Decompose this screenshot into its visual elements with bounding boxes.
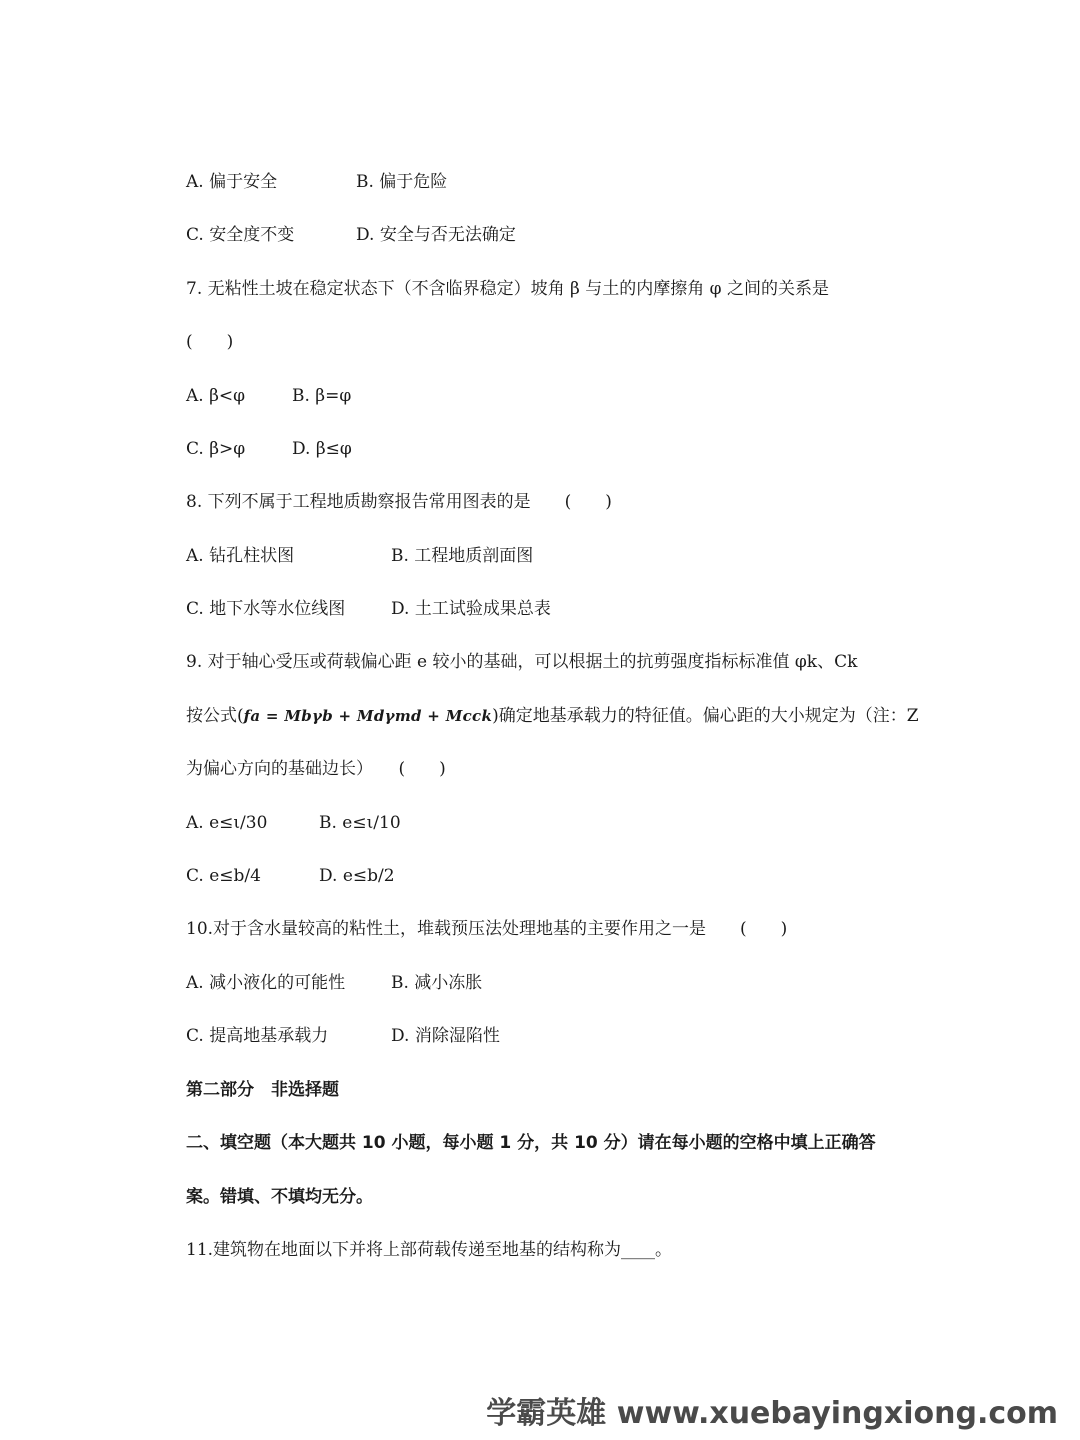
q10-option-d: D. 消除湿陷性 — [391, 1026, 500, 1046]
q6-option-b: B. 偏于危险 — [356, 172, 448, 192]
q9-option-a: A. e≤ι/30 — [186, 813, 268, 833]
q7-answer-bracket: ( ) — [186, 332, 234, 352]
q9-stem-prefix: 按公式( — [186, 706, 244, 726]
q7-stem: 7. 无粘性土坡在稳定状态下（不含临界稳定）坡角 β 与土的内摩擦角 φ 之间的关系是 — [186, 279, 829, 299]
q8-option-a: A. 钻孔柱状图 — [186, 546, 295, 566]
q7-option-d: D. β≤φ — [292, 439, 352, 459]
q6-option-c: C. 安全度不变 — [186, 225, 295, 245]
section-heading-line1: 二、填空题（本大题共 10 小题，每小题 1 分，共 10 分）请在每小题的空格中填上正确答 — [186, 1133, 876, 1153]
part2-title: 第二部分 非选择题 — [186, 1080, 339, 1100]
q8-option-d: D. 土工试验成果总表 — [391, 599, 551, 619]
q6-option-d: D. 安全与否无法确定 — [356, 225, 516, 245]
q8-option-b: B. 工程地质剖面图 — [391, 546, 534, 566]
q9-option-d: D. e≤b/2 — [319, 866, 395, 886]
q7-option-b: B. β=φ — [292, 386, 352, 406]
q9-option-c: C. e≤b/4 — [186, 866, 261, 886]
section-heading-line2: 案。错填、不填均无分。 — [186, 1187, 373, 1207]
q8-stem: 8. 下列不属于工程地质勘察报告常用图表的是 ( ) — [186, 492, 612, 512]
q8-option-c: C. 地下水等水位线图 — [186, 599, 346, 619]
q9-stem-suffix: )确定地基承载力的特征值。偏心距的大小规定为（注：Z — [492, 706, 919, 726]
q6-option-a: A. 偏于安全 — [186, 172, 278, 192]
q9-stem-line3: 为偏心方向的基础边长） ( ) — [186, 759, 446, 779]
site-watermark: 学霸英雄 www.xuebayingxiong.com — [486, 1396, 1058, 1431]
q10-option-a: A. 减小液化的可能性 — [186, 973, 346, 993]
q7-option-c: C. β>φ — [186, 439, 246, 459]
q9-stem-line2 — [186, 704, 919, 728]
q9-option-b: B. e≤ι/10 — [319, 813, 401, 833]
q9-stem-line1: 9. 对于轴心受压或荷载偏心距 e 较小的基础，可以根据土的抗剪强度指标标准值 φk、Ck — [186, 652, 858, 672]
q7-option-a: A. β<φ — [186, 386, 246, 406]
q10-stem: 10.对于含水量较高的粘性土，堆载预压法处理地基的主要作用之一是 ( ) — [186, 919, 788, 939]
bearing-capacity-formula: fa = Mbγb + Mdγmd + Mcck — [243, 707, 493, 725]
q10-option-b: B. 减小冻胀 — [391, 973, 483, 993]
q11-stem: 11.建筑物在地面以下并将上部荷载传递至地基的结构称为____。 — [186, 1240, 673, 1260]
q10-option-c: C. 提高地基承载力 — [186, 1026, 329, 1046]
